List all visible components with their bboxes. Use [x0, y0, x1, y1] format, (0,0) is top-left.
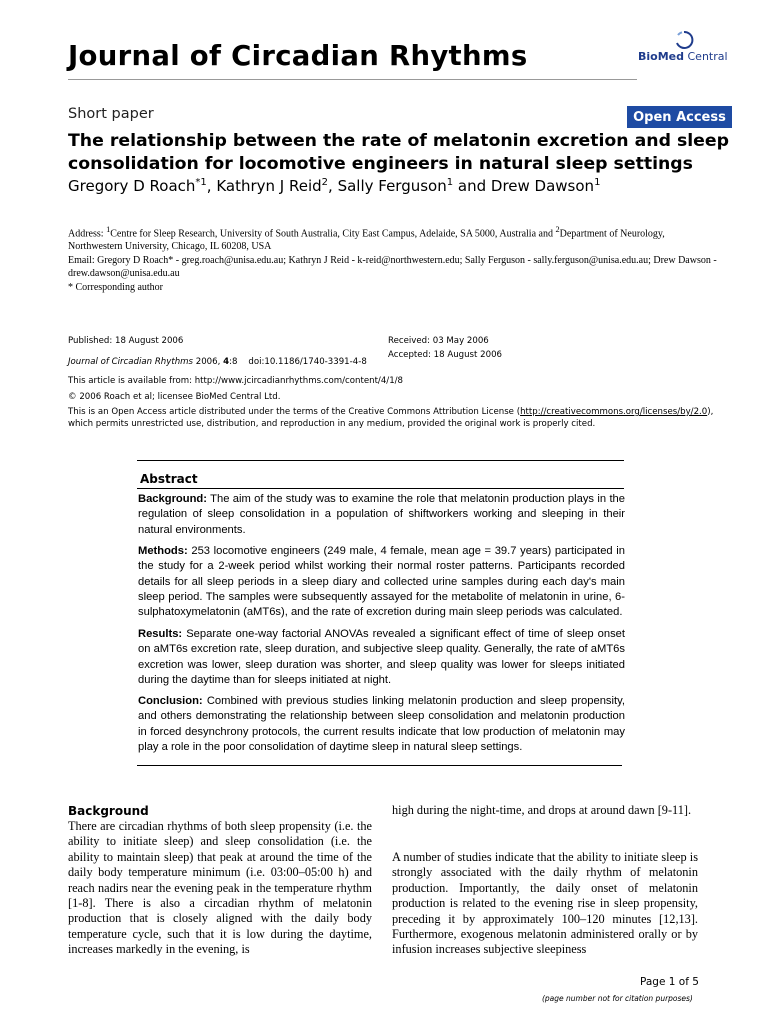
citation-year: 2006,: [193, 357, 224, 367]
article-type: Short paper: [68, 106, 154, 122]
logo-central: Central: [684, 50, 728, 63]
citation-journal: Journal of Circadian Rhythms: [68, 357, 193, 367]
address-mark-1: 1: [106, 225, 111, 234]
corresponding-author-note: * Corresponding author: [68, 282, 163, 293]
copyright-line: © 2006 Roach et al; licensee BioMed Central Ltd.: [68, 392, 281, 402]
address-mark-2: 2: [555, 225, 560, 234]
author-affiliation-mark: 1: [594, 177, 601, 188]
received-date: Received: 03 May 2006: [388, 336, 489, 346]
biomed-central-logo: [628, 30, 728, 70]
author-name: Gregory D Roach: [68, 177, 196, 195]
abstract-results-text: Separate one-way factorial ANOVAs revealed a significant effect of time of sleep onset on aMT6s excretion rate, sleep duration, and subjective sleep quality. Generally, the rate of aMT6s excretion was lower, sleep duration was shorter, and sleep quality was lower for sleeps initiated during the daytime than for sleeps initiated at night.: [138, 628, 625, 686]
author-list: [68, 177, 600, 195]
abstract-background: [138, 492, 625, 538]
abstract-bottom-rule: [137, 765, 622, 766]
abstract-conclusion-text: Combined with previous studies linking melatonin production and sleep propensity, and others demonstrating the relationship between sleep consolidation and melatonin production in forced desynchrony protocols, the current results indicate that low production of melatonin may play a role in the poor consolidation of daytime sleep in natural sleep settings.: [138, 695, 625, 753]
logo-biomed: BioMed: [638, 50, 684, 63]
license-line-1: [68, 407, 713, 418]
section-heading-background: Background: [68, 804, 149, 818]
body-left-paragraph: There are circadian rhythms of both sleep propensity (i.e. the ability to initiate sleep) and sleep consolidation (i.e. the ability to maintain sleep) that peak at around the time of the daily body temperature minimum (i.e. 03:00–05:00 h) and reach nadirs near the evening peak in the temperature rhythm [1-8]. There is also a circadian rhythm of melatonin production that is closely aligned with the daily body temperature cycle, such that it is low during the daytime, increases markedly in the evening, is: [68, 819, 372, 957]
abstract-conclusion-label: Conclusion:: [138, 695, 203, 707]
abstract-methods: [138, 544, 625, 620]
abstract-methods-text: 253 locomotive engineers (249 male, 4 female, mean age = 39.7 years) participated in the study for a 2-week period whilst working their normal roster patterns. Participants recorded details for all sleep periods in a sleep diary and collected urine samples during each day's main sleep period. The samples were subsequently assayed for the metabolite of melatonin in urine, 6-sulphatoxymelatonin (aMT6s), and the rate of excretion during main sleep periods was calculated.: [138, 545, 625, 619]
license-link[interactable]: http://creativecommons.org/licenses/by/2.0: [520, 407, 708, 417]
page-number-note: (page number not for citation purposes): [542, 994, 693, 1003]
open-access-badge: Open Access: [627, 106, 732, 128]
article-title: The relationship between the rate of melatonin excretion and sleep consolidation for locomotive engineers in natural sleep settings: [68, 131, 729, 174]
biomed-swoosh-icon: [674, 30, 694, 50]
body-right-paragraph-2: A number of studies indicate that the ability to initiate sleep is strongly associated with the daily rhythm of melatonin production. Importantly, the daily onset of melatonin production is related to the evening rise in sleep propensity, preceding it by approximately 100–120 minutes [12,13]. Furthermore, exogenous melatonin administered orally or by infusion increases subjective sleepiness: [392, 850, 698, 957]
author-name: Drew Dawson: [490, 177, 595, 195]
body-right-paragraph-1: high during the night-time, and drops at around dawn [9-11].: [392, 803, 692, 817]
published-date: Published: 18 August 2006: [68, 336, 184, 346]
author-affiliation-mark: 2: [321, 177, 329, 188]
citation-issue: :8: [229, 357, 238, 367]
author-name: Kathryn J Reid: [216, 177, 322, 195]
author-affiliation-mark: *1: [195, 177, 207, 188]
address-part-2: Department of Neurology, Northwestern University, Chicago, IL 60208, USA: [68, 228, 665, 252]
citation-doi: doi:10.1186/1740-3391-4-8: [248, 357, 367, 367]
abstract-heading: Abstract: [140, 472, 198, 486]
biomed-central-wordmark: [638, 50, 728, 63]
article-url-line: This article is available from: http://www.jcircadianrhythms.com/content/4/1/8: [68, 376, 404, 386]
author-affiliation-mark: 1: [446, 177, 454, 188]
abstract-background-label: Background:: [138, 493, 207, 505]
citation-line: [68, 357, 367, 368]
abstract-methods-label: Methods:: [138, 545, 188, 557]
header-divider: [68, 79, 637, 80]
license-line-2: which permits unrestricted use, distribution, and reproduction in any medium, provided the original work is properly cited.: [68, 419, 596, 429]
author-addresses: [68, 224, 718, 253]
license-post: ),: [707, 407, 714, 417]
author-emails: Email: Gregory D Roach* - greg.roach@unisa.edu.au; Kathryn J Reid - k-reid@northwestern.edu; Sally Ferguson - sally.ferguson@unisa.edu.au; Drew Dawson - drew.dawson@unisa.edu.au: [68, 255, 717, 279]
abstract-background-text: The aim of the study was to examine the role that melatonin production plays in the regulation of sleep consolidation in a population of shiftworkers working and sleeping in their natural environments.: [138, 493, 625, 536]
author-separator: and: [453, 177, 491, 195]
author-name: Sally Ferguson: [337, 177, 447, 195]
address-part-1: Centre for Sleep Research, University of South Australia, City East Campus, Adelaide, SA 5000, Australia and: [110, 228, 556, 240]
license-pre: This is an Open Access article distributed under the terms of the Creative Commons Attribution License (: [68, 407, 521, 417]
abstract-top-rule: [137, 460, 624, 461]
citation-volume: 4: [223, 357, 230, 367]
address-label: Address:: [68, 228, 107, 240]
accepted-date: Accepted: 18 August 2006: [388, 350, 503, 360]
page-number: Page 1 of 5: [640, 976, 699, 988]
abstract-conclusion: [138, 694, 625, 755]
author-separator: ,: [328, 177, 338, 195]
journal-title: Journal of Circadian Rhythms: [68, 40, 528, 72]
abstract-results: [138, 627, 625, 688]
abstract-results-label: Results:: [138, 628, 183, 640]
abstract-heading-rule: [137, 488, 624, 489]
author-separator: ,: [206, 177, 217, 195]
